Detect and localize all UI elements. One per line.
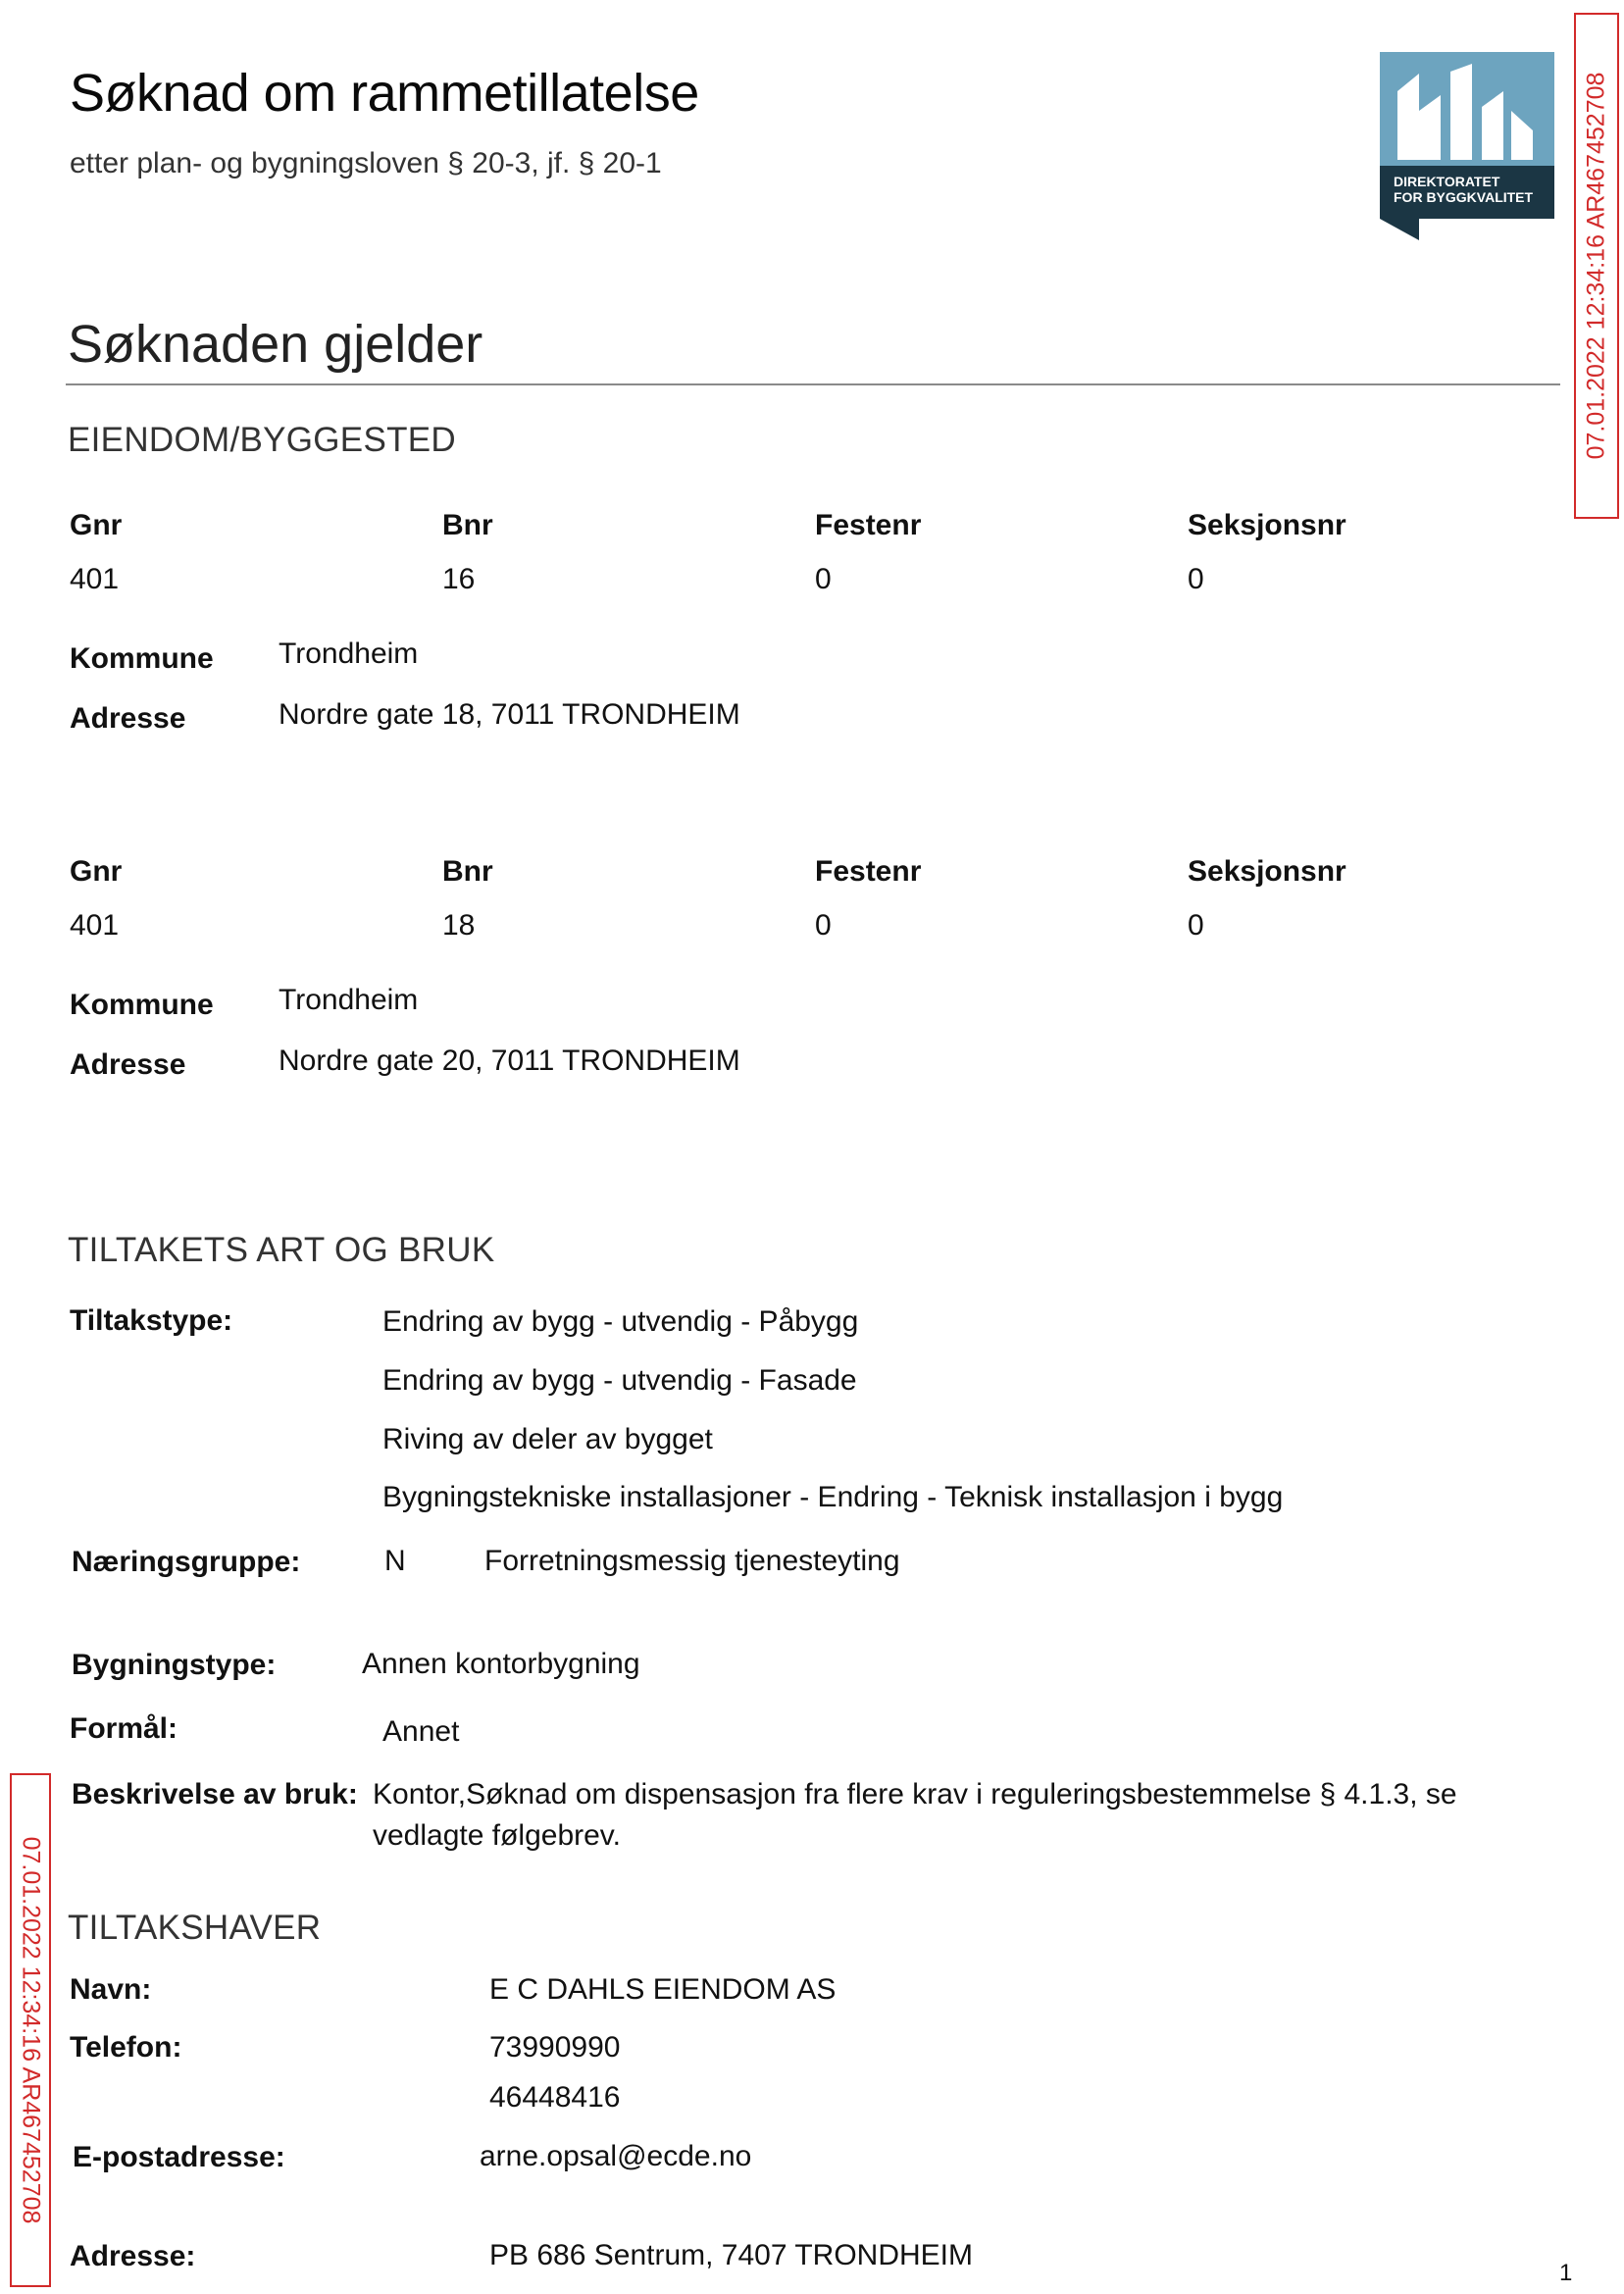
bnr-value: 16 <box>442 563 476 595</box>
col-header-seksjonsnr: Seksjonsnr <box>1188 509 1346 541</box>
logo-text-line1: DIREKTORATET <box>1394 174 1500 189</box>
logo-buildings-icon <box>1380 52 1554 166</box>
kommune-value: Trondheim <box>279 984 419 1016</box>
naeringsgruppe-label: Næringsgruppe: <box>72 1546 301 1578</box>
col-header-bnr: Bnr <box>442 509 493 541</box>
receipt-stamp-text: 07.01.2022 12:34:16 AR467452708 <box>17 1836 45 2224</box>
gnr-value: 401 <box>70 909 120 942</box>
document-title: Søknad om rammetillatelse <box>70 64 699 123</box>
telefon-label: Telefon: <box>70 2031 182 2064</box>
page-number: 1 <box>1559 2260 1573 2286</box>
naeringsgruppe-code: N <box>384 1545 406 1577</box>
adresse-value: Nordre gate 20, 7011 TRONDHEIM <box>279 1045 740 1077</box>
beskrivelse-line2: vedlagte følgebrev. <box>373 1819 621 1852</box>
receipt-stamp-text: 07.01.2022 12:34:16 AR467452708 <box>1582 72 1610 460</box>
epost-value: arne.opsal@ecde.no <box>480 2140 752 2172</box>
bygningstype-value: Annen kontorbygning <box>362 1648 640 1680</box>
tiltakstype-item: Endring av bygg - utvendig - Fasade <box>382 1364 857 1397</box>
logo-artwork <box>1380 52 1554 166</box>
navn-label: Navn: <box>70 1973 152 2006</box>
tiltak-heading: TILTAKETS ART OG BRUK <box>68 1231 495 1269</box>
kommune-value: Trondheim <box>279 637 419 670</box>
kommune-label: Kommune <box>70 642 214 675</box>
festenr-value: 0 <box>815 909 832 942</box>
logo-text <box>1394 174 1533 205</box>
seksjonsnr-value: 0 <box>1188 909 1204 942</box>
property-heading: EIENDOM/BYGGESTED <box>68 421 456 459</box>
col-header-seksjonsnr: Seksjonsnr <box>1188 855 1346 888</box>
col-header-festenr: Festenr <box>815 855 922 888</box>
kommune-label: Kommune <box>70 989 214 1021</box>
festenr-value: 0 <box>815 563 832 595</box>
logo-text-line2: FOR BYGGKVALITET <box>1394 189 1534 205</box>
tiltakshaver-heading: TILTAKSHAVER <box>68 1909 322 1947</box>
col-header-gnr: Gnr <box>70 509 123 541</box>
beskrivelse-line1: Kontor,Søknad om dispensasjon fra flere krav i reguleringsbestemmelse § 4.1.3, se <box>373 1778 1457 1810</box>
tiltakstype-item: Bygningstekniske installasjoner - Endring - Teknisk installasjon i bygg <box>382 1481 1284 1513</box>
epost-label: E-postadresse: <box>73 2141 285 2173</box>
col-header-bnr: Bnr <box>442 855 493 888</box>
adresse-label: Adresse <box>70 702 186 735</box>
seksjonsnr-value: 0 <box>1188 563 1204 595</box>
formal-label: Formål: <box>70 1712 178 1745</box>
tiltakstype-item: Endring av bygg - utvendig - Påbygg <box>382 1305 859 1338</box>
telefon-value: 73990990 <box>489 2031 621 2064</box>
navn-value: E C DAHLS EIENDOM AS <box>489 1973 837 2006</box>
receipt-stamp-left <box>10 1773 51 2287</box>
col-header-festenr: Festenr <box>815 509 922 541</box>
document-subtitle: etter plan- og bygningsloven § 20-3, jf. § 20-1 <box>70 147 662 179</box>
bnr-value: 18 <box>442 909 476 942</box>
gnr-value: 401 <box>70 563 120 595</box>
section-divider <box>66 383 1560 385</box>
section-title: Søknaden gjelder <box>68 315 483 374</box>
receipt-stamp-top <box>1574 13 1619 519</box>
tiltakstype-item: Riving av deler av bygget <box>382 1423 713 1455</box>
adresse-value: Nordre gate 18, 7011 TRONDHEIM <box>279 698 740 731</box>
bygningstype-label: Bygningstype: <box>72 1649 277 1681</box>
adresse-label: Adresse <box>70 1048 186 1081</box>
dibk-logo <box>1380 52 1554 240</box>
naeringsgruppe-text: Forretningsmessig tjenesteyting <box>484 1545 900 1577</box>
col-header-gnr: Gnr <box>70 855 123 888</box>
formal-value: Annet <box>382 1715 460 1748</box>
beskrivelse-label: Beskrivelse av bruk: <box>72 1778 358 1810</box>
adresse-value: PB 686 Sentrum, 7407 TRONDHEIM <box>489 2239 973 2271</box>
telefon-value: 46448416 <box>489 2081 621 2114</box>
adresse-label: Adresse: <box>70 2240 196 2272</box>
tiltakstype-label: Tiltakstype: <box>70 1304 233 1337</box>
logo-tab-icon <box>1380 219 1419 240</box>
